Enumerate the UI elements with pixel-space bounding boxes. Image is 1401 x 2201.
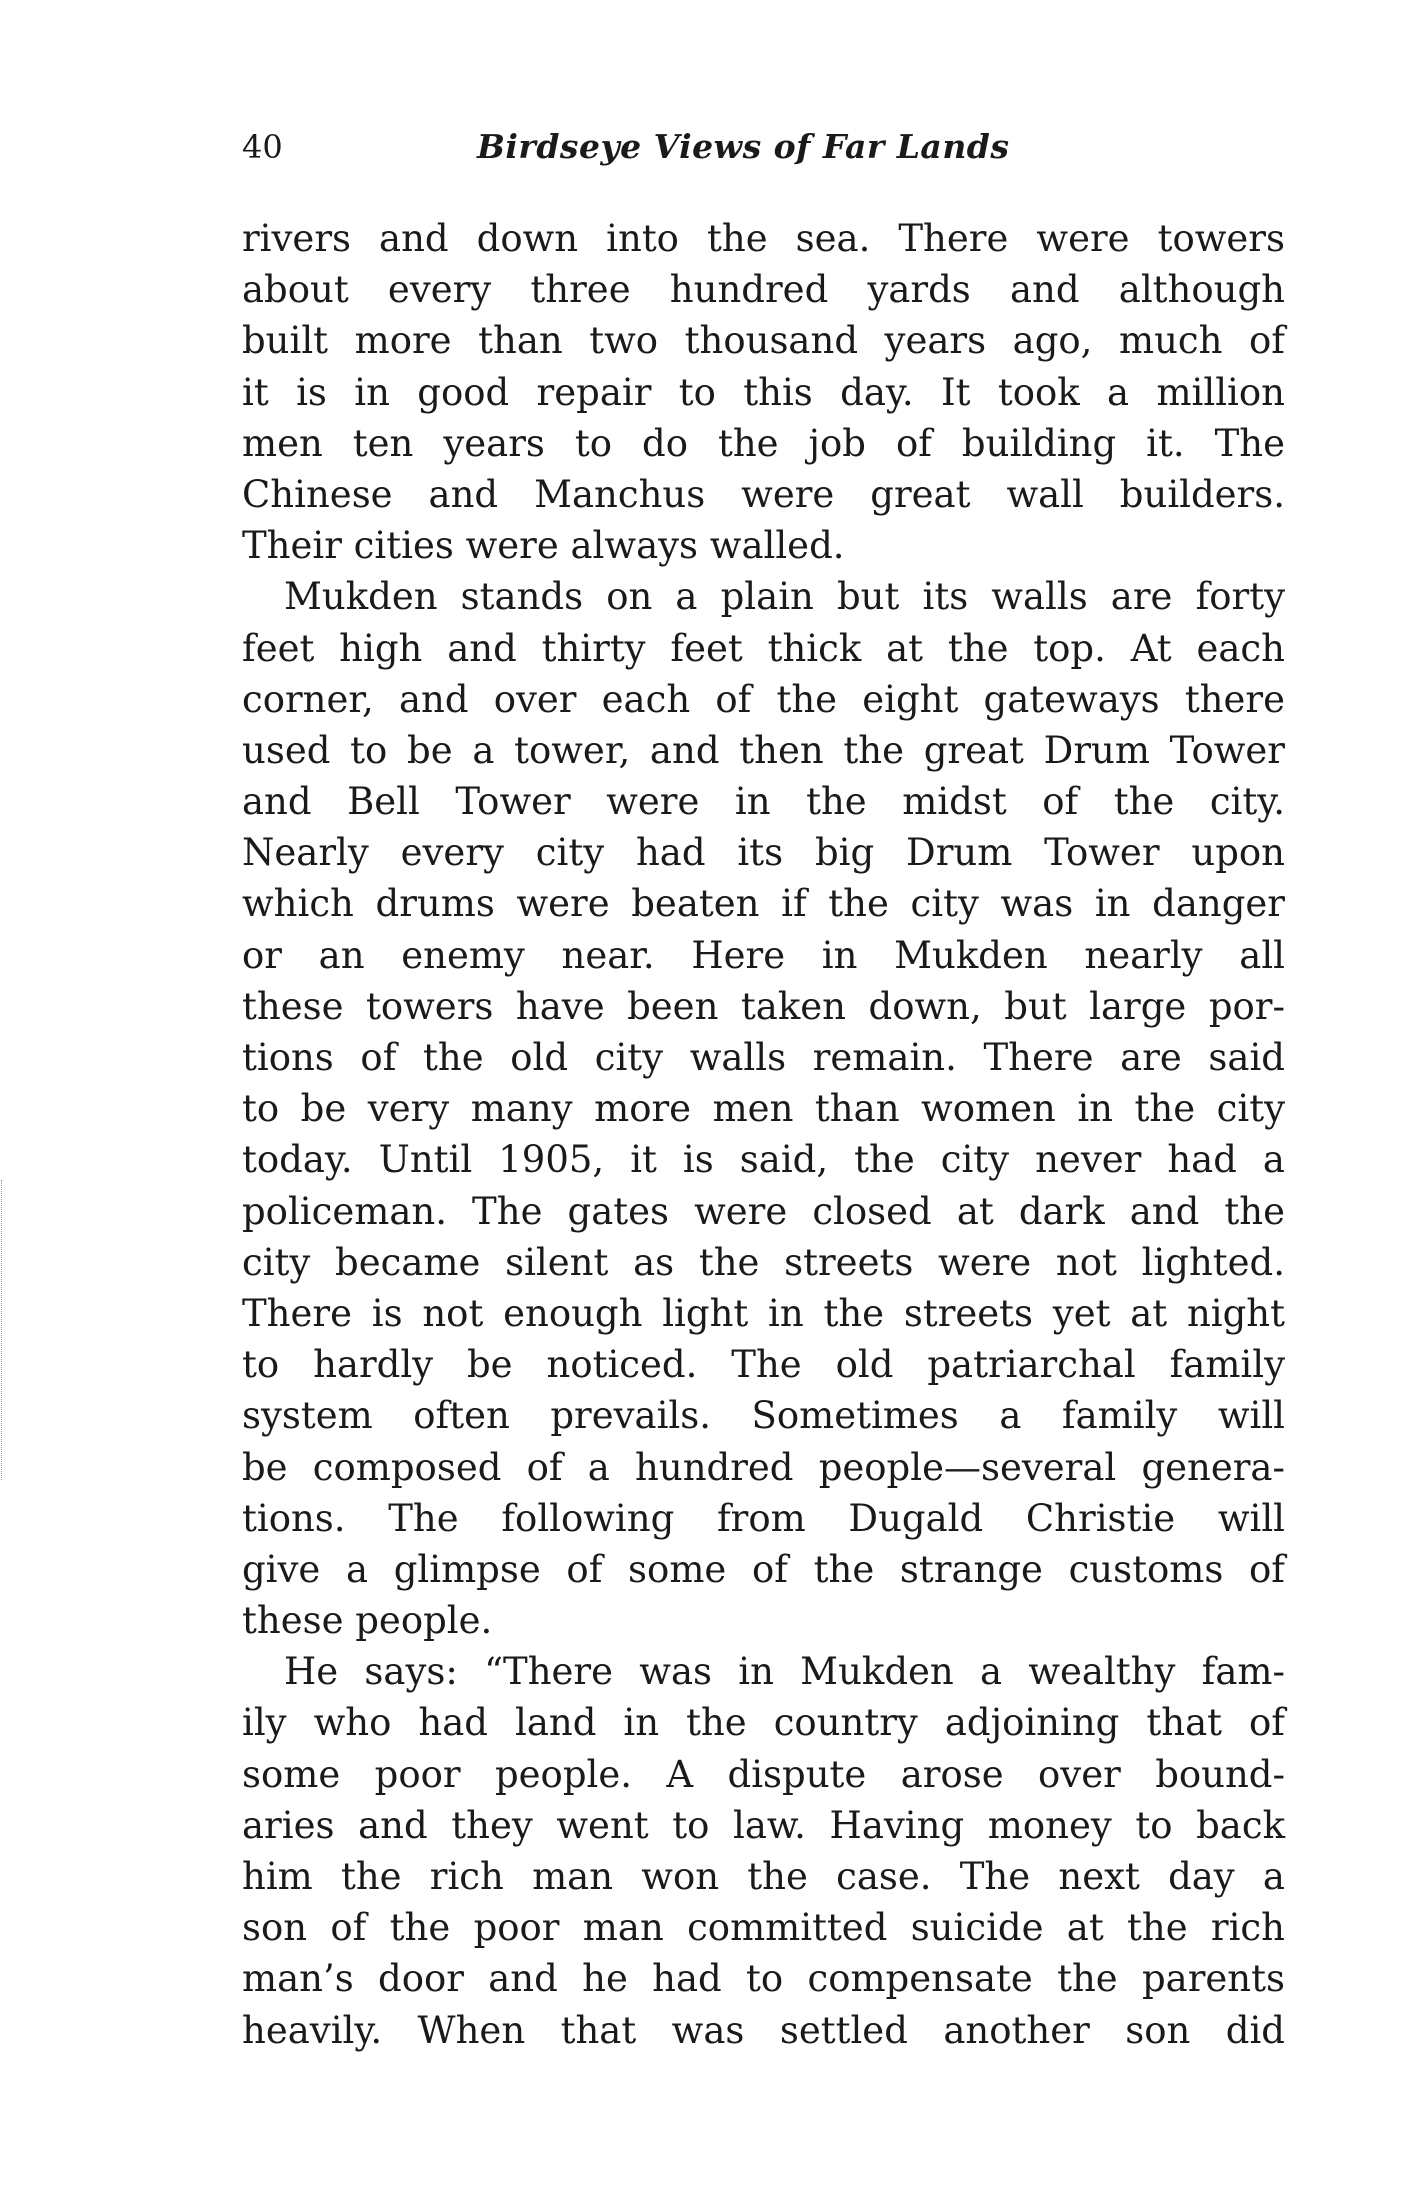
text-line: built more than two thousand years ago, much of	[242, 319, 1285, 363]
text-line: aries and they went to law. Having money to back	[242, 1803, 1285, 1847]
text-line: There is not enough light in the streets yet at night	[242, 1291, 1285, 1335]
text-line: tions of the old city walls remain. There are said	[242, 1036, 1285, 1079]
body-text	[242, 213, 1285, 2056]
running-title: Birdseye Views of Far Lands	[477, 127, 1010, 166]
text-line: policeman. The gates were closed at dark and the	[242, 1189, 1285, 1233]
text-line: it is in good repair to this day. It took a million	[242, 370, 1285, 414]
text-line: be composed of a hundred people—several genera-	[242, 1445, 1285, 1489]
text-line: to hardly be noticed. The old patriarchal family	[242, 1343, 1285, 1387]
text-line: rivers and down into the sea. There were towers	[242, 217, 1285, 260]
text-line: system often prevails. Sometimes a family will	[242, 1394, 1285, 1438]
paragraph-2	[242, 571, 1285, 1646]
text-line: tions. The following from Dugald Christie will	[242, 1496, 1285, 1540]
page-number: 40	[242, 128, 283, 166]
text-line: and Bell Tower were in the midst of the city.	[242, 780, 1285, 824]
text-line: used to be a tower, and then the great Drum Tower	[242, 728, 1285, 772]
text-line: ily who had land in the country adjoining that of	[242, 1701, 1285, 1745]
text-line: about every three hundred yards and although	[242, 268, 1285, 312]
text-line: feet high and thirty feet thick at the top. At each	[242, 626, 1285, 670]
text-line: man’s door and he had to compensate the parents	[242, 1957, 1285, 2001]
text-line: to be very many more men than women in the city	[242, 1087, 1285, 1131]
text-line: son of the poor man committed suicide at the rich	[242, 1906, 1285, 1950]
text-line: Chinese and Manchus were great wall builders.	[242, 472, 1285, 516]
text-line: city became silent as the streets were not lighted.	[242, 1240, 1285, 1284]
text-line: He says: “There was in Mukden a wealthy fam-	[284, 1650, 1285, 1694]
paragraph-3	[242, 1646, 1285, 2056]
text-line: him the rich man won the case. The next day a	[242, 1855, 1285, 1898]
text-line: which drums were beaten if the city was in danger	[242, 882, 1285, 926]
text-line: today. Until 1905, it is said, the city never had a	[242, 1138, 1285, 1182]
page-header	[242, 122, 1282, 172]
text-line: Nearly every city had its big Drum Tower upon	[242, 831, 1285, 875]
text-line: men ten years to do the job of building it. The	[242, 421, 1285, 465]
scan-edge-mark	[1, 1180, 4, 1480]
text-line: give a glimpse of some of the strange customs of	[242, 1547, 1285, 1591]
text-line: heavily. When that was settled another son did	[242, 2008, 1285, 2052]
text-line: some poor people. A dispute arose over bound-	[242, 1752, 1285, 1796]
text-line: corner, and over each of the eight gateways there	[242, 677, 1285, 721]
text-line: Mukden stands on a plain but its walls are forty	[284, 575, 1285, 619]
paragraph-1	[242, 213, 1285, 571]
text-line: Their cities were always walled.	[242, 524, 845, 568]
text-line: these towers have been taken down, but large por-	[242, 984, 1285, 1028]
text-line: these people.	[242, 1599, 493, 1643]
text-line: or an enemy near. Here in Mukden nearly all	[242, 933, 1285, 977]
